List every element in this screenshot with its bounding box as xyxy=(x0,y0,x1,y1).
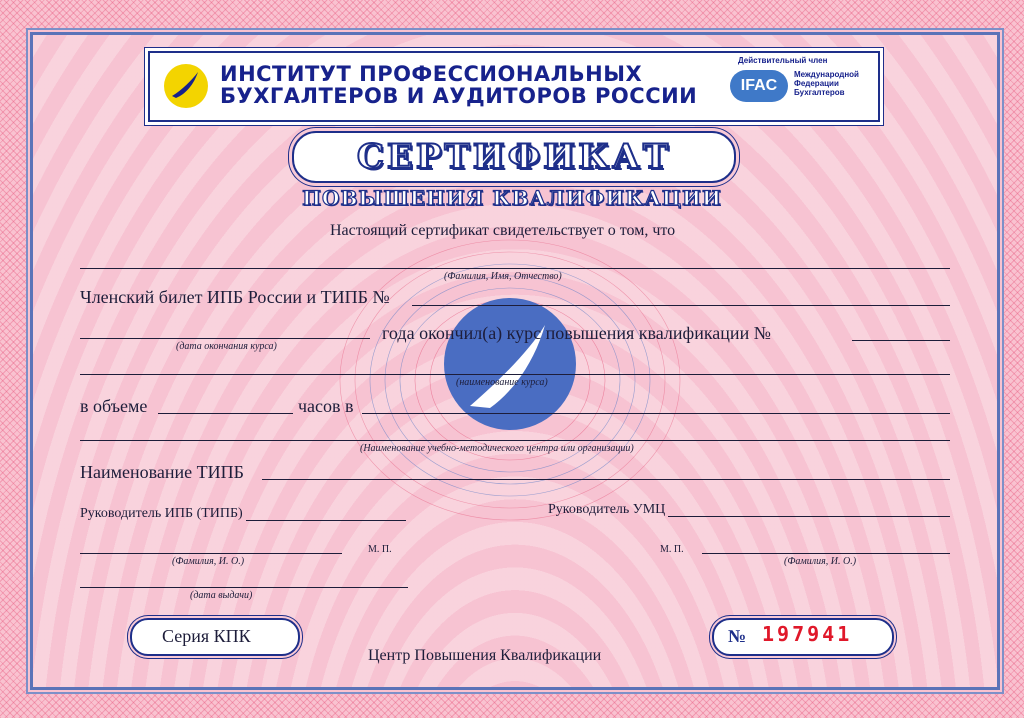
course-name-line xyxy=(80,374,950,375)
member-label: Действительный член xyxy=(738,56,828,65)
fio-line xyxy=(80,268,950,269)
intro-text: Настоящий сертификат свидетельствует о том, что xyxy=(330,222,676,239)
fio-caption: (Фамилия, Имя, Отчество) xyxy=(444,271,562,282)
hours-line xyxy=(158,413,293,414)
fio-right-caption: (Фамилия, И. О.) xyxy=(784,556,857,567)
center-caption: (Наименование учебно-методического центра или организации) xyxy=(360,443,634,454)
course-end-caption: (дата окончания курса) xyxy=(176,341,277,352)
ifac-logo: IFAC xyxy=(730,70,788,102)
member-card-line xyxy=(412,305,950,306)
stamp-left: М. П. xyxy=(368,544,392,555)
institute-line-1: ИНСТИТУТ ПРОФЕССИОНАЛЬНЫХ xyxy=(220,62,643,86)
fio-right-line xyxy=(702,553,950,554)
course-end-line xyxy=(80,338,370,339)
fio-left-caption: (Фамилия, И. О.) xyxy=(172,556,245,567)
course-number-line xyxy=(852,340,950,341)
serial-number: 197941 xyxy=(762,622,853,646)
course-name-caption: (наименование курса) xyxy=(456,377,548,388)
number-sign: № xyxy=(728,626,747,646)
tipb-name-label: Наименование ТИПБ xyxy=(80,462,244,482)
head-ipb-label: Руководитель ИПБ (ТИПБ) xyxy=(80,506,243,521)
issue-date-caption: (дата выдачи) xyxy=(190,590,253,601)
issue-date-line xyxy=(80,587,408,588)
ifac-desc-1: Международной xyxy=(794,70,859,79)
series-box xyxy=(130,618,300,656)
fio-left-line xyxy=(80,553,342,554)
certificate-subtitle: ПОВЫШЕНИЯ КВАЛИФИКАЦИИ xyxy=(302,186,722,210)
center-line-1 xyxy=(362,413,950,414)
ifac-desc-2: Федерации xyxy=(794,79,839,88)
institute-logo-icon xyxy=(164,64,208,108)
stamp-right: М. П. xyxy=(660,544,684,555)
ifac-desc-3: Бухгалтеров xyxy=(794,88,845,97)
tipb-name-line xyxy=(262,479,950,480)
finished-label: года окончил(а) курс повышения квалификации № xyxy=(382,323,771,343)
hours-in-label: часов в xyxy=(298,396,354,416)
certificate-title: СЕРТИФИКАТ xyxy=(356,137,672,177)
volume-label: в объеме xyxy=(80,396,148,416)
member-card-label: Членский билет ИПБ России и ТИПБ № xyxy=(80,287,390,307)
series-label: Серия КПК xyxy=(162,626,251,646)
head-umc-label: Руководитель УМЦ xyxy=(548,502,666,517)
title-frame xyxy=(292,131,736,183)
institute-line-2: БУХГАЛТЕРОВ И АУДИТОРОВ РОССИИ xyxy=(220,84,698,108)
head-ipb-signature-line xyxy=(246,520,406,521)
institute-header xyxy=(148,51,880,122)
institute-name xyxy=(220,63,697,107)
center-line-2 xyxy=(80,440,950,441)
head-umc-signature-line xyxy=(668,516,950,517)
ifac-description xyxy=(794,70,859,97)
center-name: Центр Повышения Квалификации xyxy=(368,647,602,664)
ifac-block xyxy=(730,56,870,114)
